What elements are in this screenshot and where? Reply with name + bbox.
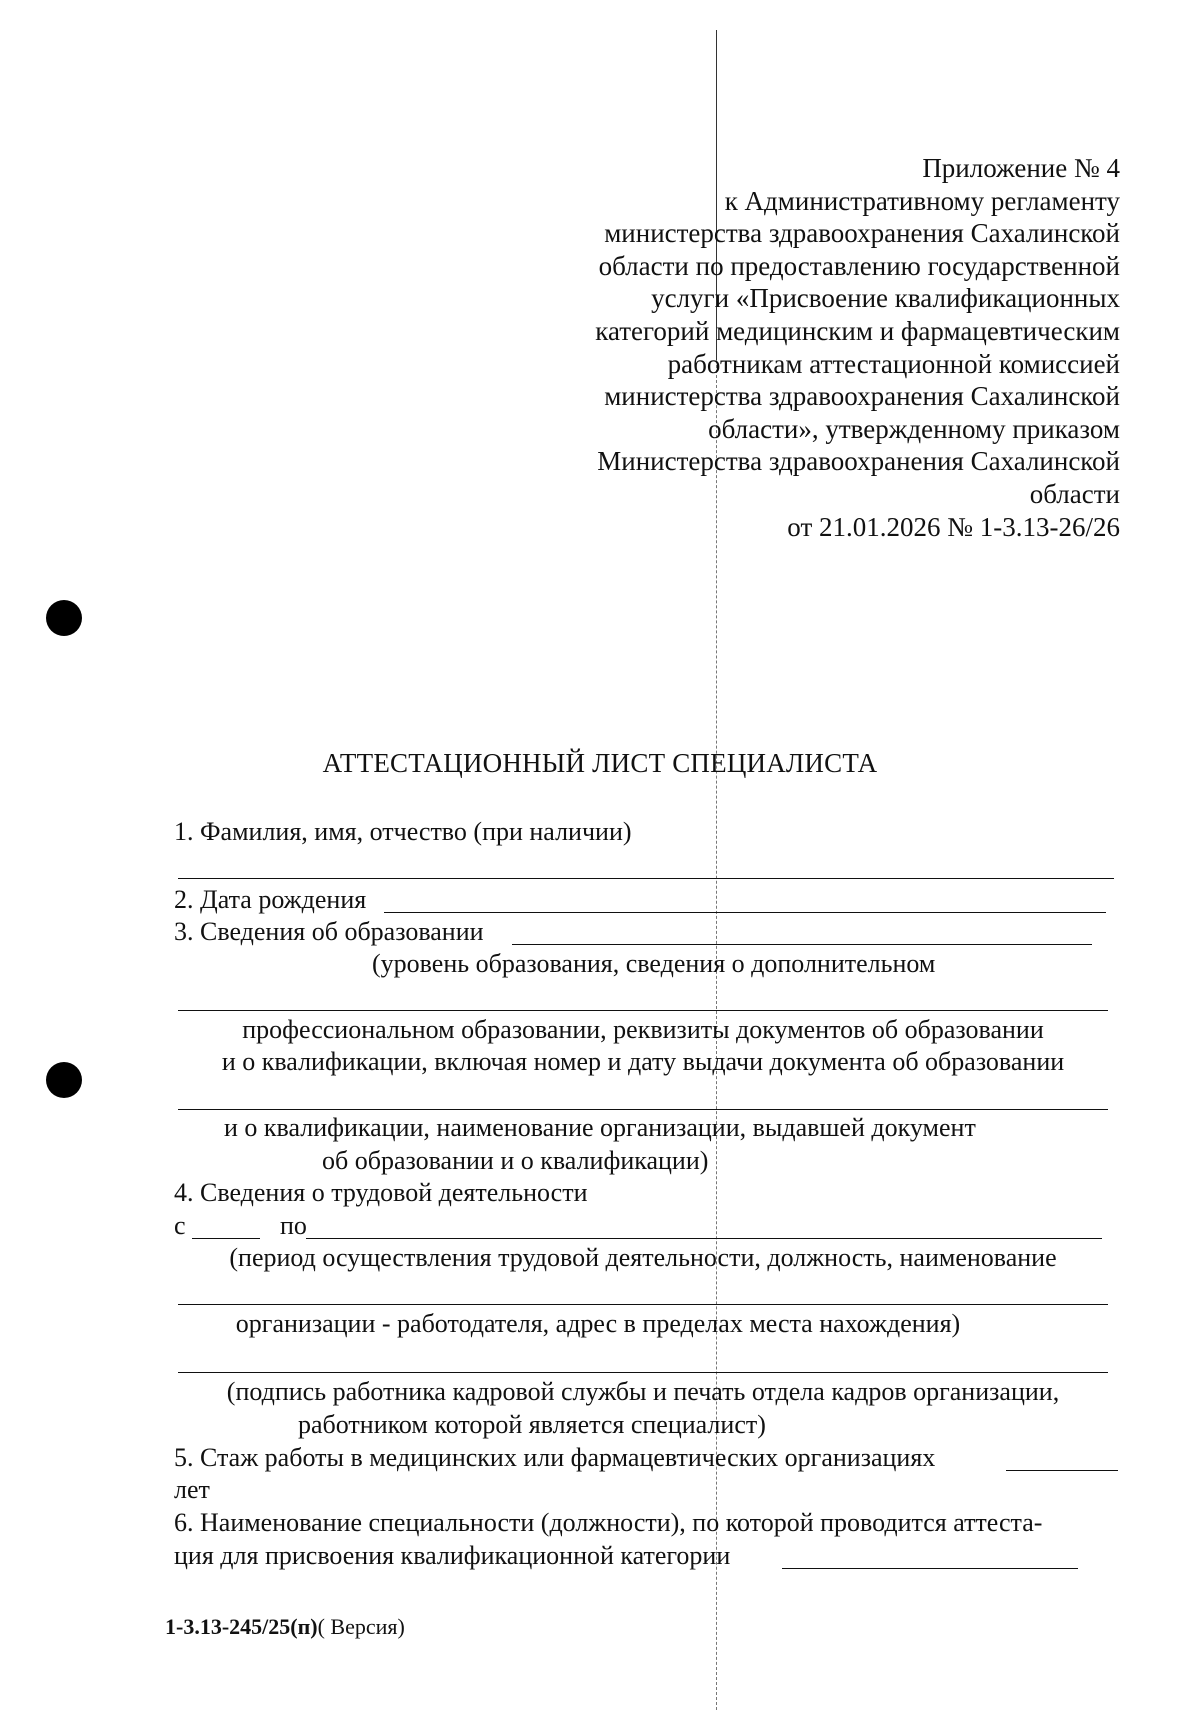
- item-full-name-label: 1. Фамилия, имя, отчество (при наличии): [174, 817, 632, 846]
- employment-to-line[interactable]: [306, 1238, 1102, 1239]
- header-line: Приложение № 4: [922, 153, 1120, 183]
- item-birth-date-label: 2. Дата рождения: [174, 885, 367, 914]
- punch-hole-bottom: [46, 1062, 82, 1098]
- header-line: области», утвержденному приказом: [708, 413, 1120, 444]
- birth-date-line[interactable]: [384, 912, 1106, 913]
- education-hint: (уровень образования, сведения о дополнительном: [372, 949, 936, 978]
- specialty-line[interactable]: [782, 1568, 1078, 1569]
- education-line-3[interactable]: [178, 1109, 1108, 1110]
- item-employment-label: 4. Сведения о трудовой деятельности: [174, 1178, 588, 1207]
- employment-from-label: с: [174, 1211, 186, 1240]
- employment-hint: (период осуществления трудовой деятельности, должность, наименование: [229, 1243, 1057, 1272]
- employment-hint: организации - работодателя, адрес в пределах места нахождения): [235, 1309, 961, 1338]
- header-line: Министерства здравоохранения Сахалинской: [597, 446, 1120, 477]
- header-line: к Административному регламенту: [724, 185, 1120, 216]
- full-name-line[interactable]: [178, 878, 1114, 879]
- employment-to-label: по: [280, 1211, 307, 1240]
- item-experience-label: 5. Стаж работы в медицинских или фармацевтических организациях: [174, 1443, 936, 1472]
- employment-line-2[interactable]: [178, 1304, 1108, 1305]
- experience-unit: лет: [174, 1475, 210, 1504]
- document-code: [165, 1614, 405, 1640]
- item-specialty-label: ция для присвоения квалификационной категории: [174, 1541, 731, 1570]
- education-hint: и о квалификации, включая номер и дату выдачи документа об образовании: [221, 1047, 1065, 1076]
- document-code-number: 1-3.13-245/25(п): [165, 1614, 318, 1639]
- education-hint: профессиональном образовании, реквизиты документов об образовании: [242, 1015, 1044, 1044]
- education-hint: об образовании и о квалификации): [322, 1146, 709, 1175]
- header-line: работникам аттестационной комиссией: [667, 348, 1120, 379]
- hr-signature-line[interactable]: [178, 1372, 1108, 1373]
- employment-from-line[interactable]: [192, 1238, 260, 1239]
- education-line-2[interactable]: [178, 1010, 1108, 1011]
- header-line-order: от 21.01.2026 № 1-3.13-26/26: [787, 511, 1120, 542]
- document-title: АТТЕСТАЦИОННЫЙ ЛИСТ СПЕЦИАЛИСТА: [322, 748, 878, 778]
- education-hint: и о квалификации, наименование организации, выдавшей документ: [224, 1113, 976, 1142]
- header-line: области: [1029, 478, 1120, 509]
- document-version: ( Версия): [317, 1614, 405, 1639]
- header-line: министерства здравоохранения Сахалинской: [604, 381, 1120, 412]
- header-line: министерства здравоохранения Сахалинской: [604, 218, 1120, 249]
- education-line[interactable]: [512, 944, 1092, 945]
- header-line: области по предоставлению государственной: [598, 250, 1120, 281]
- item-specialty-label: 6. Наименование специальности (должности), по которой проводится аттеста-: [174, 1508, 1043, 1537]
- punch-hole-top: [46, 600, 82, 636]
- employment-hint: работником которой является специалист): [298, 1410, 766, 1439]
- header-line: услуги «Присвоение квалификационных: [651, 283, 1120, 314]
- employment-hint: (подпись работника кадровой службы и печать отдела кадров организации,: [226, 1377, 1060, 1406]
- approval-header: [520, 152, 1120, 543]
- header-line: категорий медицинским и фармацевтическим: [595, 315, 1120, 346]
- item-education-label: 3. Сведения об образовании: [174, 917, 484, 946]
- experience-line[interactable]: [1006, 1470, 1118, 1471]
